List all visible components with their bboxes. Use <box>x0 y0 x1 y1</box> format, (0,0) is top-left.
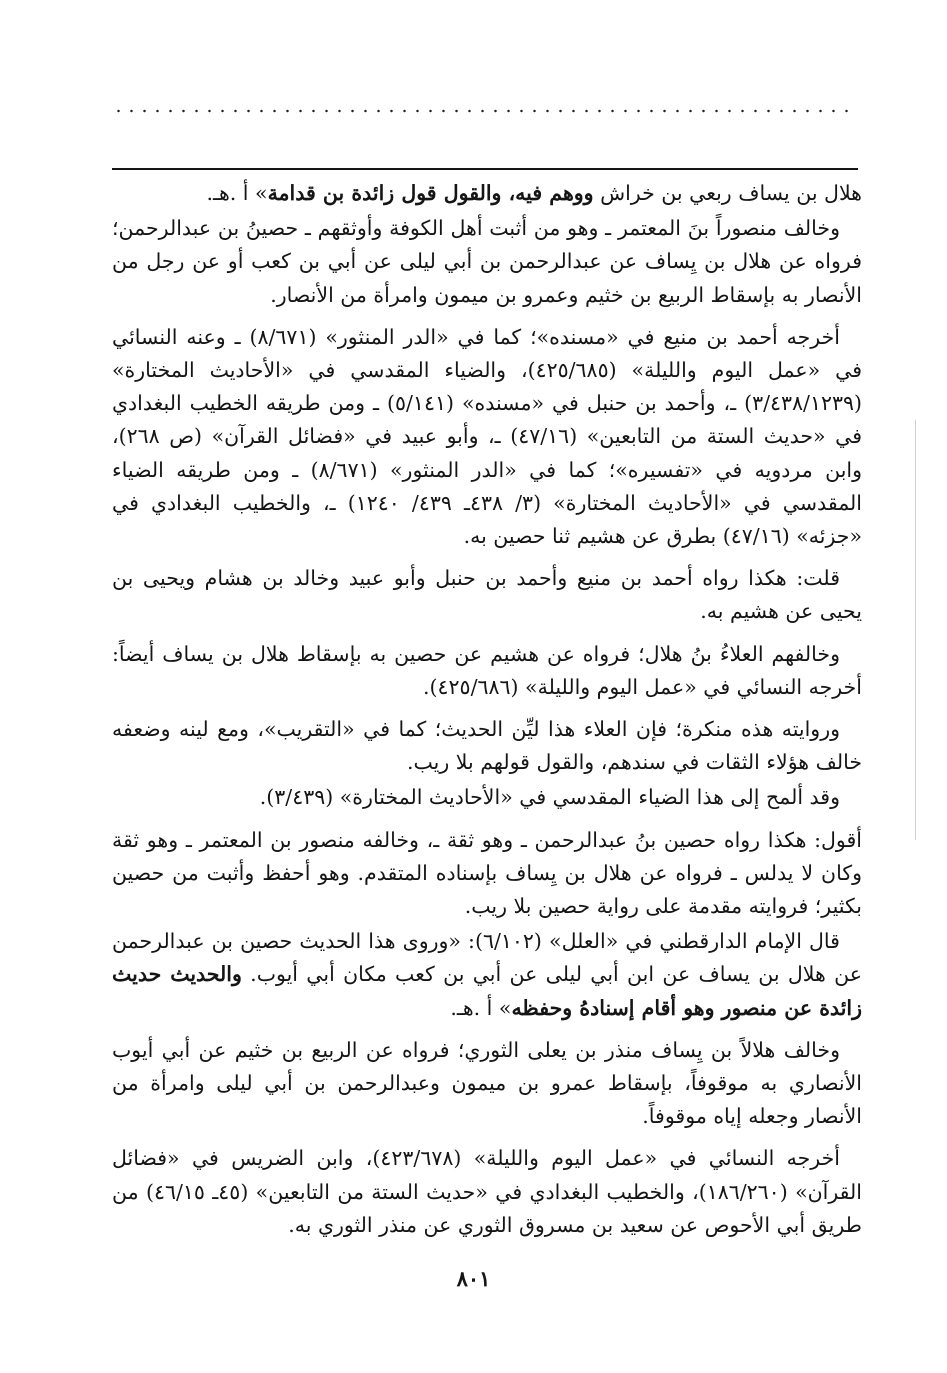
paragraph-3: أخرجه أحمد بن منيع في «مسنده»؛ كما في «الدر المنثور» (٨/٦٧١) ـ وعنه النسائي في «عمل اليوم والليلة» (٤٢٥/٦٨٥)، والضياء المقدسي في «الأحاديث المختارة» (٣/٤٣٨/١٢٣٩) ـ، وأحمد بن حنبل في «مسنده» (٥/١٤١) ـ ومن طريقه الخطيب البغدادي في «حديث الستة من التابعين» (٤٧/١٦) ـ، وأبو عبيد في «فضائل القرآن» (ص ٢٦٨)، وابن مردويه في «تفسيره»؛ كما في «الدر المنثور» (٨/٦٧١) ـ ومن طريقه الضياء المقدسي في «الأحاديث المختارة» (٣/ ٤٣٨ـ ٤٣٩/ ١٢٤٠) ـ، والخطيب البغدادي في «جزئه» (٤٧/١٦) بطرق عن هشيم ثنا حصين به. <box>112 324 862 549</box>
paragraph-1-end: » أ .هـ. <box>206 181 268 205</box>
margin-line <box>915 420 916 840</box>
paragraph-1 <box>112 177 862 210</box>
paragraph-6: وروايته هذه منكرة؛ فإن العلاء هذا ليِّن الحديث؛ كما في «التقريب»، ومع لينه وضعفه خالف هؤلاء الثقات في سندهم، والقول قولهم بلا ريب. <box>112 717 862 775</box>
paragraph-gap <box>112 555 862 562</box>
dotted-separator <box>112 108 852 114</box>
paragraph-1-text: هلال بن يساف ربعي بن خراش <box>593 181 862 205</box>
paragraph-11: أخرجه النسائي في «عمل اليوم والليلة» (٤٢٣/٦٧٨)، وابن الضريس في «فضائل القرآن» (١٨٦/٢٦٠)، والخطيب البغدادي في «حديث الستة من التابعين» (٤٥ـ ٤٦/١٥) من طريق أبي الأحوص عن سعيد بن مسروق الثوري عن منذر الثوري به. <box>112 1146 862 1237</box>
paragraph-9-bold: والحديث حديث زائدة عن منصور وهو أقام إسنادهُ وحفظه <box>112 962 862 1020</box>
horizontal-rule <box>112 168 858 170</box>
page-number: ٨٠١ <box>456 1266 491 1291</box>
paragraph-gap <box>112 314 862 321</box>
paragraph-9-end: » أ .هـ. <box>450 995 512 1020</box>
paragraph-gap <box>112 631 862 638</box>
paragraph-2: وخالف منصوراً بنَ المعتمر ـ وهو من أثبت أهل الكوفة وأوثقهم ـ حصينُ بن عبدالرحمن؛ فرواه عن هلال بن يِساف عن عبدالرحمن بن أبي ليلى عن أبي بن كعب أو عن رجل من الأنصار به بإسقاط الربيع بن خثيم وعمرو بن ميمون وامرأة من الأنصار. <box>112 216 862 307</box>
paragraph-gap <box>112 1027 862 1034</box>
paragraph-gap <box>112 706 862 713</box>
body-text <box>112 177 862 1244</box>
paragraph-5: وخالفهم العلاءُ بنُ هلال؛ فرواه عن هشيم عن حصين به بإسقاط هلال بن يساف أيضاً: أخرجه النسائي في «عمل اليوم والليلة» (٤٢٥/٦٨٦). <box>112 641 862 699</box>
paragraph-9 <box>112 925 862 1025</box>
paragraph-gap <box>112 1135 862 1142</box>
paragraph-gap <box>112 817 862 824</box>
paragraph-7: وقد ألمح إلى هذا الضياء المقدسي في «الأحاديث المختارة» (٣/٤٣٩). <box>259 785 840 810</box>
paragraph-9-text: قال الإمام الدارقطني في «العلل» (٦/١٠٢): «وروى هذا الحديث حصين بن عبدالرحمن عن هلال بن يساف عن ابن أبي ليلى عن أبي بن كعب مكان أبي أيوب. <box>112 929 862 987</box>
paragraph-4: قلت: هكذا رواه أحمد بن منيع وأحمد بن حنبل وأبو عبيد وخالد بن هشام ويحيى بن يحيى عن هشيم به. <box>112 566 862 624</box>
paragraph-8: أقول: هكذا رواه حصين بنُ عبدالرحمن ـ وهو ثقة ـ، وخالفه منصور بن المعتمر ـ وهو ثقة وكان لا يدلس ـ فرواه عن هلال بن يِساف بإسناده المتقدم. وهو أحفظ وأثبت من حصين بكثير؛ فروايته مقدمة على رواية حصين بلا ريب. <box>112 827 862 919</box>
paragraph-1-bold: ووهم فيه، والقول قول زائدة بن قدامة <box>267 181 594 205</box>
paragraph-10: وخالف هلالاً بن يِساف منذر بن يعلى الثوري؛ فرواه عن الربيع بن خثيم عن أبي أيوب الأنصاري به موقوفاً، بإسقاط عمرو بن ميمون وعبدالرحمن بن أبي ليلى وامرأة من الأنصار وجعله إياه موقوفاً. <box>112 1037 862 1129</box>
